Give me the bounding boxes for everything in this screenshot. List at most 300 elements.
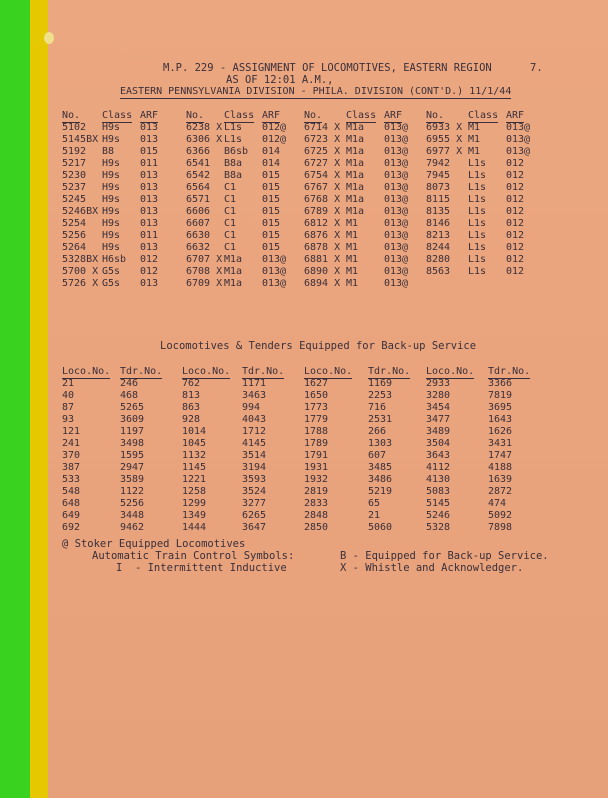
backup-cell: 1258 <box>182 486 207 497</box>
assignment-cell: 012 <box>506 158 525 169</box>
assignment-column-header: No. <box>426 110 445 121</box>
assignment-cell: 8073 <box>426 182 451 193</box>
assignment-column-header: Class <box>346 110 377 121</box>
assignment-cell: 5264 <box>62 242 87 253</box>
backup-cell: 1122 <box>120 486 145 497</box>
footnote-stoker: @ Stoker Equipped Locomotives <box>62 538 246 550</box>
assignment-cell: 013@ <box>384 158 409 169</box>
assignment-cell: 6306 X <box>186 134 223 145</box>
assignment-cell: G5s <box>102 278 121 289</box>
backup-column-header: Loco.No. <box>62 366 111 377</box>
backup-cell: 3498 <box>120 438 145 449</box>
assignment-cell: 013 <box>140 206 159 217</box>
backup-cell: 533 <box>62 474 81 485</box>
backup-cell: 65 <box>368 498 381 509</box>
assignment-cell: 6876 X <box>304 230 341 241</box>
assignment-cell: 6571 <box>186 194 211 205</box>
backup-cell: 649 <box>62 510 81 521</box>
assignment-cell: 012@ <box>262 122 287 133</box>
assignment-cell: 012 <box>506 242 525 253</box>
backup-cell: 813 <box>182 390 201 401</box>
backup-cell: 3454 <box>426 402 451 413</box>
assignment-cell: 6630 <box>186 230 211 241</box>
backup-cell: 5145 <box>426 498 451 509</box>
yellow-edge-strip <box>30 0 48 798</box>
assignment-cell: 013@ <box>262 266 287 277</box>
assignment-cell: 013 <box>140 134 159 145</box>
assignment-cell: 013@ <box>384 278 409 289</box>
assignment-cell: 013@ <box>384 242 409 253</box>
assignment-cell: L1s <box>468 230 487 241</box>
backup-cell: 1789 <box>304 438 329 449</box>
assignment-cell: H9s <box>102 230 121 241</box>
backup-cell: 1045 <box>182 438 207 449</box>
assignment-cell: 013@ <box>384 170 409 181</box>
backup-cell: 548 <box>62 486 81 497</box>
backup-cell: 1747 <box>488 450 513 461</box>
assignment-cell: H9s <box>102 182 121 193</box>
footnote-b: B - Equipped for Back-up Service. <box>340 550 549 562</box>
backup-cell: 1932 <box>304 474 329 485</box>
assignment-cell: 6727 X <box>304 158 341 169</box>
backup-cell: 7819 <box>488 390 513 401</box>
assignment-cell: M1 <box>346 230 359 241</box>
assignment-cell: 5102 <box>62 122 87 133</box>
assignment-cell: 013@ <box>384 206 409 217</box>
assignment-cell: 8115 <box>426 194 451 205</box>
assignment-cell: 6881 X <box>304 254 341 265</box>
assignment-cell: 013@ <box>262 254 287 265</box>
assignment-cell: M1a <box>224 278 243 289</box>
backup-cell: 3366 <box>488 378 513 389</box>
assignment-cell: 6768 X <box>304 194 341 205</box>
assignment-cell: 015 <box>262 194 281 205</box>
backup-cell: 1626 <box>488 426 513 437</box>
assignment-cell: C1 <box>224 182 237 193</box>
assignment-cell: 6754 X <box>304 170 341 181</box>
assignment-cell: M1 <box>468 146 481 157</box>
backup-cell: 3593 <box>242 474 267 485</box>
assignment-cell: H9s <box>102 218 121 229</box>
assignment-cell: 011 <box>140 230 159 241</box>
backup-cell: 3277 <box>242 498 267 509</box>
backup-cell: 2947 <box>120 462 145 473</box>
assignment-cell: M1a <box>224 266 243 277</box>
assignment-cell: 013@ <box>384 230 409 241</box>
backup-cell: 3448 <box>120 510 145 521</box>
assignment-cell: C1 <box>224 194 237 205</box>
backup-cell: 246 <box>120 378 139 389</box>
assignment-cell: 012 <box>140 254 159 265</box>
assignment-cell: 013@ <box>384 254 409 265</box>
header-division: EASTERN PENNSYLVANIA DIVISION - PHILA. DIVISION (CONT'D.) 11/1/44 <box>120 86 512 97</box>
backup-cell: 5265 <box>120 402 145 413</box>
assignment-cell: 015 <box>262 230 281 241</box>
assignment-cell: 015 <box>262 218 281 229</box>
assignment-cell: H9s <box>102 170 121 181</box>
backup-cell: 2933 <box>426 378 451 389</box>
backup-column-header: Tdr.No. <box>368 366 411 377</box>
assignment-cell: 6933 X <box>426 122 463 133</box>
backup-column-header: Loco.No. <box>304 366 353 377</box>
backup-cell: 648 <box>62 498 81 509</box>
assignment-cell: 6708 X <box>186 266 223 277</box>
assignment-cell: M1a <box>346 146 365 157</box>
green-edge-strip <box>0 0 30 798</box>
backup-cell: 2872 <box>488 486 513 497</box>
assignment-cell: 014 <box>262 158 281 169</box>
backup-cell: 2531 <box>368 414 393 425</box>
assignment-cell: B8a <box>224 158 243 169</box>
backup-cell: 3524 <box>242 486 267 497</box>
assignment-cell: 8563 <box>426 266 451 277</box>
assignment-cell: 6564 <box>186 182 211 193</box>
backup-cell: 40 <box>62 390 75 401</box>
backup-cell: 3643 <box>426 450 451 461</box>
assignment-cell: B6sb <box>224 146 249 157</box>
assignment-cell: G5s <box>102 266 121 277</box>
assignment-column-header: ARF <box>140 110 159 121</box>
assignment-cell: 013@ <box>384 218 409 229</box>
backup-cell: 1788 <box>304 426 329 437</box>
assignment-cell: 5328BX <box>62 254 99 265</box>
backup-cell: 1595 <box>120 450 145 461</box>
assignment-cell: H6sb <box>102 254 127 265</box>
assignment-cell: 6812 X <box>304 218 341 229</box>
assignment-column-header: Class <box>102 110 133 121</box>
backup-cell: 7898 <box>488 522 513 533</box>
assignment-cell: 6709 X <box>186 278 223 289</box>
assignment-cell: 6366 <box>186 146 211 157</box>
backup-cell: 3695 <box>488 402 513 413</box>
assignment-cell: 013@ <box>384 266 409 277</box>
backup-cell: 5256 <box>120 498 145 509</box>
assignment-cell: 013 <box>140 242 159 253</box>
backup-cell: 2819 <box>304 486 329 497</box>
backup-cell: 266 <box>368 426 387 437</box>
assignment-cell: M1a <box>346 158 365 169</box>
assignment-cell: B8a <box>224 170 243 181</box>
header-title: M.P. 229 - ASSIGNMENT OF LOCOMOTIVES, EASTERN REGION <box>163 62 492 74</box>
backup-cell: 21 <box>368 510 381 521</box>
assignment-cell: H9s <box>102 158 121 169</box>
assignment-cell: 012 <box>506 230 525 241</box>
assignment-cell: M1 <box>346 254 359 265</box>
backup-cell: 692 <box>62 522 81 533</box>
footnote-atc-i: I - Intermittent Inductive <box>116 562 287 574</box>
backup-cell: 5219 <box>368 486 393 497</box>
assignment-cell: 015 <box>262 242 281 253</box>
assignment-cell: 013@ <box>384 146 409 157</box>
backup-column-header: Tdr.No. <box>120 366 163 377</box>
assignment-cell: M1 <box>346 278 359 289</box>
assignment-cell: 6890 X <box>304 266 341 277</box>
assignment-cell: 013@ <box>262 278 287 289</box>
assignment-cell: 5217 <box>62 158 87 169</box>
backup-cell: 3463 <box>242 390 267 401</box>
backup-cell: 3280 <box>426 390 451 401</box>
assignment-cell: B8 <box>102 146 115 157</box>
backup-cell: 3647 <box>242 522 267 533</box>
assignment-cell: 6607 <box>186 218 211 229</box>
backup-cell: 607 <box>368 450 387 461</box>
backup-cell: 1132 <box>182 450 207 461</box>
assignment-cell: L1s <box>468 254 487 265</box>
backup-cell: 1221 <box>182 474 207 485</box>
backup-cell: 5328 <box>426 522 451 533</box>
assignment-cell: 6542 <box>186 170 211 181</box>
assignment-cell: 6714 X <box>304 122 341 133</box>
backup-cell: 1650 <box>304 390 329 401</box>
assignment-cell: 012 <box>506 182 525 193</box>
backup-cell: 387 <box>62 462 81 473</box>
backup-table-title: Locomotives & Tenders Equipped for Back-up Service <box>160 340 477 352</box>
backup-cell: 2850 <box>304 522 329 533</box>
assignment-cell: 013@ <box>506 146 531 157</box>
assignment-cell: 8135 <box>426 206 451 217</box>
assignment-cell: 015 <box>262 170 281 181</box>
assignment-cell: 015 <box>262 206 281 217</box>
backup-cell: 3489 <box>426 426 451 437</box>
assignment-cell: H9s <box>102 242 121 253</box>
assignment-cell: 5230 <box>62 170 87 181</box>
assignment-cell: 015 <box>140 146 159 157</box>
assignment-cell: 011 <box>140 158 159 169</box>
assignment-cell: C1 <box>224 218 237 229</box>
assignment-cell: 012 <box>506 170 525 181</box>
backup-cell: 5083 <box>426 486 451 497</box>
assignment-cell: 6894 X <box>304 278 341 289</box>
backup-cell: 9462 <box>120 522 145 533</box>
assignment-cell: 012 <box>140 266 159 277</box>
backup-cell: 5246 <box>426 510 451 521</box>
assignment-cell: L1s <box>468 182 487 193</box>
backup-cell: 716 <box>368 402 387 413</box>
backup-cell: 1931 <box>304 462 329 473</box>
assignment-cell: 6723 X <box>304 134 341 145</box>
assignment-cell: 5246BX <box>62 206 99 217</box>
assignment-cell: L1s <box>468 266 487 277</box>
backup-cell: 1349 <box>182 510 207 521</box>
assignment-cell: L1s <box>468 158 487 169</box>
backup-cell: 1712 <box>242 426 267 437</box>
assignment-cell: 013@ <box>384 182 409 193</box>
assignment-cell: 6606 <box>186 206 211 217</box>
assignment-cell: M1 <box>346 218 359 229</box>
assignment-cell: M1a <box>346 194 365 205</box>
backup-cell: 3485 <box>368 462 393 473</box>
backup-cell: 4145 <box>242 438 267 449</box>
assignment-column-header: ARF <box>384 110 403 121</box>
assignment-cell: 8213 <box>426 230 451 241</box>
assignment-cell: 012 <box>506 266 525 277</box>
assignment-cell: M1a <box>346 122 365 133</box>
assignment-cell: 6955 X <box>426 134 463 145</box>
assignment-cell: H9s <box>102 122 121 133</box>
backup-cell: 1639 <box>488 474 513 485</box>
backup-cell: 1627 <box>304 378 329 389</box>
assignment-cell: 5145BX <box>62 134 99 145</box>
backup-cell: 3514 <box>242 450 267 461</box>
assignment-cell: L1s <box>468 206 487 217</box>
assignment-cell: 013@ <box>384 122 409 133</box>
assignment-column-header: ARF <box>262 110 281 121</box>
assignment-column-header: Class <box>468 110 499 121</box>
assignment-cell: 5700 X <box>62 266 99 277</box>
backup-cell: 1171 <box>242 378 267 389</box>
assignment-cell: 7945 <box>426 170 451 181</box>
assignment-cell: C1 <box>224 230 237 241</box>
assignment-cell: L1s <box>468 218 487 229</box>
backup-cell: 2848 <box>304 510 329 521</box>
assignment-cell: M1a <box>224 254 243 265</box>
assignment-cell: H9s <box>102 194 121 205</box>
assignment-cell: 012 <box>506 254 525 265</box>
assignment-cell: C1 <box>224 206 237 217</box>
assignment-cell: 6725 X <box>304 146 341 157</box>
backup-cell: 21 <box>62 378 75 389</box>
page-number: 7. <box>530 62 543 74</box>
assignment-cell: 6977 X <box>426 146 463 157</box>
assignment-cell: 8146 <box>426 218 451 229</box>
backup-cell: 928 <box>182 414 201 425</box>
backup-cell: 2833 <box>304 498 329 509</box>
assignment-cell: 013@ <box>384 134 409 145</box>
assignment-cell: 6878 X <box>304 242 341 253</box>
backup-cell: 121 <box>62 426 81 437</box>
backup-column-header: Tdr.No. <box>488 366 531 377</box>
assignment-cell: L1s <box>224 134 243 145</box>
backup-cell: 1444 <box>182 522 207 533</box>
assignment-cell: L1s <box>224 122 243 133</box>
assignment-cell: 5192 <box>62 146 87 157</box>
backup-cell: 3431 <box>488 438 513 449</box>
assignment-cell: 6632 <box>186 242 211 253</box>
backup-cell: 994 <box>242 402 261 413</box>
assignment-column-header: No. <box>304 110 323 121</box>
assignment-cell: 012 <box>506 206 525 217</box>
backup-cell: 3194 <box>242 462 267 473</box>
backup-cell: 1299 <box>182 498 207 509</box>
backup-cell: 3609 <box>120 414 145 425</box>
backup-cell: 1303 <box>368 438 393 449</box>
assignment-cell: 013@ <box>506 122 531 133</box>
assignment-cell: 6767 X <box>304 182 341 193</box>
backup-cell: 4188 <box>488 462 513 473</box>
assignment-cell: 014 <box>262 146 281 157</box>
assignment-cell: 013 <box>140 278 159 289</box>
backup-cell: 3504 <box>426 438 451 449</box>
assignment-cell: 015 <box>262 182 281 193</box>
assignment-cell: 6789 X <box>304 206 341 217</box>
footnote-x: X - Whistle and Acknowledger. <box>340 562 524 574</box>
assignment-cell: L1s <box>468 242 487 253</box>
backup-cell: 762 <box>182 378 201 389</box>
assignment-cell: 5726 X <box>62 278 99 289</box>
backup-cell: 93 <box>62 414 75 425</box>
assignment-cell: 013 <box>140 170 159 181</box>
assignment-cell: 013 <box>140 218 159 229</box>
assignment-cell: 5245 <box>62 194 87 205</box>
assignment-column-header: No. <box>186 110 205 121</box>
backup-cell: 863 <box>182 402 201 413</box>
assignment-cell: 5237 <box>62 182 87 193</box>
assignment-cell: 012 <box>506 218 525 229</box>
assignment-cell: 012 <box>506 194 525 205</box>
assignment-cell: 013 <box>140 182 159 193</box>
assignment-cell: 013@ <box>384 194 409 205</box>
backup-cell: 4112 <box>426 462 451 473</box>
backup-cell: 1773 <box>304 402 329 413</box>
backup-cell: 1169 <box>368 378 393 389</box>
backup-cell: 1779 <box>304 414 329 425</box>
assignment-cell: M1a <box>346 206 365 217</box>
backup-cell: 474 <box>488 498 507 509</box>
assignment-cell: 013@ <box>506 134 531 145</box>
backup-cell: 1145 <box>182 462 207 473</box>
assignment-column-header: Class <box>224 110 255 121</box>
assignment-cell: M1 <box>468 122 481 133</box>
backup-cell: 4043 <box>242 414 267 425</box>
assignment-cell: 5254 <box>62 218 87 229</box>
backup-cell: 5092 <box>488 510 513 521</box>
backup-cell: 1791 <box>304 450 329 461</box>
assignment-cell: L1s <box>468 170 487 181</box>
assignment-cell: 8280 <box>426 254 451 265</box>
backup-cell: 5060 <box>368 522 393 533</box>
assignment-cell: 013 <box>140 194 159 205</box>
assignment-cell: 012@ <box>262 134 287 145</box>
assignment-cell: M1 <box>346 266 359 277</box>
assignment-cell: H9s <box>102 206 121 217</box>
backup-cell: 6265 <box>242 510 267 521</box>
assignment-cell: 5256 <box>62 230 87 241</box>
assignment-cell: 6541 <box>186 158 211 169</box>
assignment-column-header: No. <box>62 110 81 121</box>
backup-cell: 241 <box>62 438 81 449</box>
backup-column-header: Tdr.No. <box>242 366 285 377</box>
assignment-cell: 8244 <box>426 242 451 253</box>
header-time: AS OF 12:01 A.M., <box>226 74 334 86</box>
backup-cell: 3477 <box>426 414 451 425</box>
backup-cell: 87 <box>62 402 75 413</box>
footnote-atc-title: Automatic Train Control Symbols: <box>92 550 295 562</box>
backup-cell: 4130 <box>426 474 451 485</box>
backup-cell: 1014 <box>182 426 207 437</box>
assignment-cell: M1a <box>346 170 365 181</box>
backup-cell: 1197 <box>120 426 145 437</box>
assignment-cell: M1a <box>346 134 365 145</box>
assignment-cell: 013 <box>140 122 159 133</box>
backup-column-header: Loco.No. <box>182 366 231 377</box>
backup-column-header: Loco.No. <box>426 366 475 377</box>
backup-cell: 3486 <box>368 474 393 485</box>
assignment-cell: M1a <box>346 182 365 193</box>
assignment-cell: 6707 X <box>186 254 223 265</box>
backup-cell: 468 <box>120 390 139 401</box>
assignment-cell: H9s <box>102 134 121 145</box>
assignment-cell: 7942 <box>426 158 451 169</box>
assignment-cell: M1 <box>468 134 481 145</box>
backup-cell: 370 <box>62 450 81 461</box>
assignment-cell: L1s <box>468 194 487 205</box>
assignment-cell: C1 <box>224 242 237 253</box>
assignment-column-header: ARF <box>506 110 525 121</box>
backup-cell: 2253 <box>368 390 393 401</box>
assignment-cell: M1 <box>346 242 359 253</box>
backup-cell: 1643 <box>488 414 513 425</box>
backup-cell: 3589 <box>120 474 145 485</box>
